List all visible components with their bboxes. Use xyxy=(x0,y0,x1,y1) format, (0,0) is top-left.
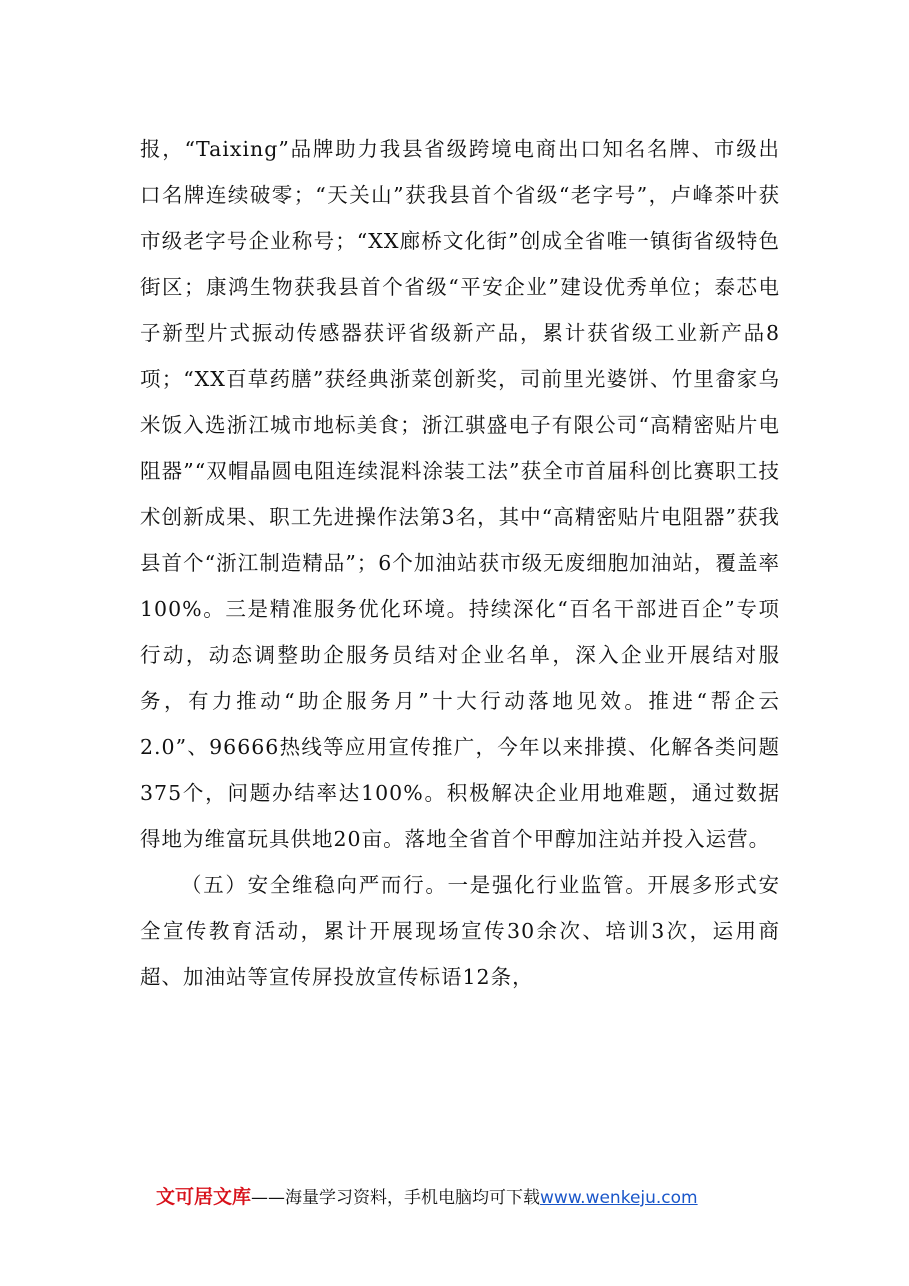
footer-brand: 文可居文库 xyxy=(156,1186,252,1208)
footer-website-link[interactable]: www.wenkeju.com xyxy=(540,1188,698,1208)
paragraph-safety-section: （五）安全维稳向严而行。一是强化行业监管。开展多形式安全宣传教育活动，累计开展现场宣传30余次、培训3次，运用商超、加油站等宣传屏投放宣传标语12条， xyxy=(140,873,780,989)
footer-slogan: ——海量学习资料，手机电脑均可下载 xyxy=(251,1188,541,1208)
paragraph-continued: 报，“Taixing”品牌助力我县省级跨境电商出口知名名牌、市级出口名牌连续破零；“天关山”获我县首个省级“老字号”，卢峰茶叶获市级老字号企业称号；“XX廊桥文化街”创成全省唯一镇街省级特色街区；康鸿生物获我县首个省级“平安企业”建设优秀单位；泰芯电子新型片式振动传感器获评省级新产品，累计获省级工业新产品8项；“XX百草药膳”获经典浙菜创新奖，司前里光婆饼、竹里畲家乌米饭入选浙江城市地标美食；浙江骐盛电子有限公司“高精密贴片电阻器”“双帽晶圆电阻连续混料涂装工法”获全市首届科创比赛职工技术创新成果、职工先进操作法第3名，其中“高精密贴片电阻器”获我县首个“浙江制造精品”；6个加油站获市级无废细胞加油站，覆盖率100%。三是精准服务优化环境。持续深化“百名干部进百企”专项行动，动态调整助企服务员结对企业名单，深入企业开展结对服务，有力推动“助企服务月”十大行动落地见效。推进“帮企云2.0”、96666热线等应用宣传推广，今年以来排摸、化解各类问题375个，问题办结率达100%。积极解决企业用地难题，通过数据得地为维富玩具供地20亩。落地全省首个甲醇加注站并投入运营。 xyxy=(140,137,780,851)
footer-banner xyxy=(156,1182,776,1212)
document-body xyxy=(140,126,780,1000)
